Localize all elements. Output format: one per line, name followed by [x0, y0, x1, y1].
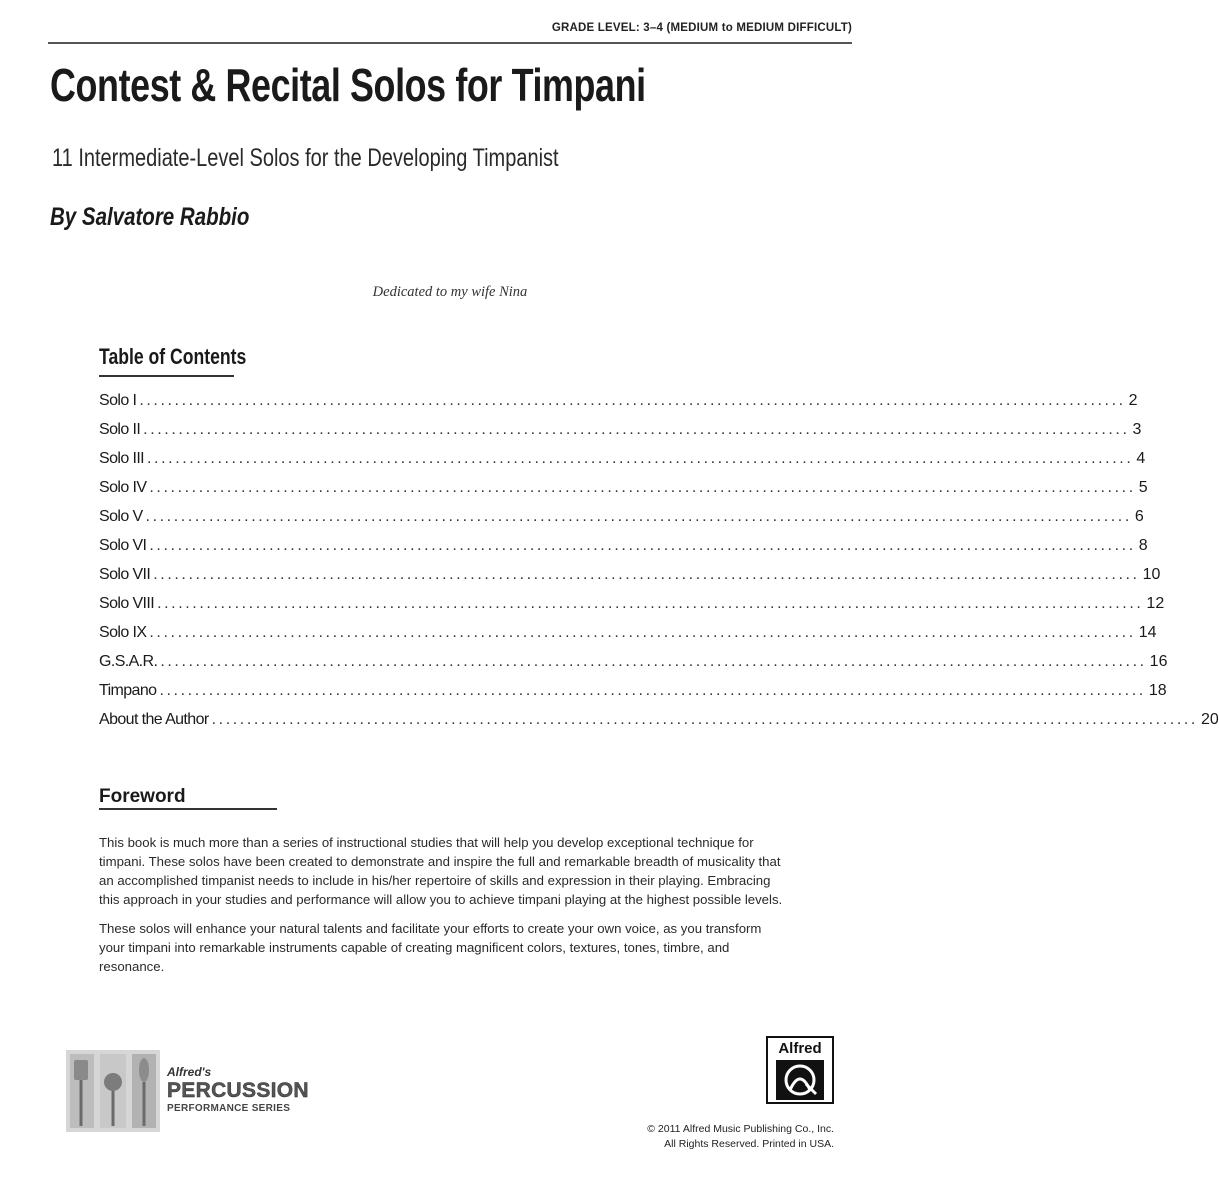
foreword-body: [99, 833, 789, 986]
toc-entry: [99, 537, 1148, 566]
toc-entry: [99, 421, 1142, 450]
toc-leader-dots: ............................................................................................................................................: [139, 392, 1126, 409]
toc-heading-underline: [99, 375, 234, 377]
toc-entry-page: 3: [1132, 421, 1142, 438]
percussion-mallets-icon: [64, 1046, 164, 1136]
toc-entry-page: 10: [1142, 566, 1161, 583]
toc-entry: [99, 392, 1138, 421]
copyright-notice: [647, 1122, 834, 1152]
toc-leader-dots: ............................................................................................................................................: [160, 653, 1147, 670]
rights-line: All Rights Reserved. Printed in USA.: [664, 1138, 834, 1150]
toc-entry-page: 14: [1138, 624, 1157, 641]
foreword-paragraph: This book is much more than a series of instructional studies that will help you develop exceptional technique for timpani. These solos have been created to demonstrate and inspire the full and remarkable breadth of musicality that an accomplished timpanist needs to include in his/her repertoire of skills and expression in their playing. Embracing this approach in your studies and performance will allow you to achieve timpani playing at the highest possible levels.: [99, 835, 783, 907]
toc-leader-dots: ............................................................................................................................................: [159, 682, 1146, 699]
toc-leader-dots: ............................................................................................................................................: [143, 421, 1130, 438]
grade-level: GRADE LEVEL: 3–4 (MEDIUM to MEDIUM DIFFICULT): [551, 22, 852, 34]
toc-entry: [99, 595, 1165, 624]
toc-leader-dots: ............................................................................................................................................: [211, 711, 1198, 728]
series-subtitle: PERFORMANCE SERIES: [167, 1103, 291, 1114]
toc-entry-label: Solo VII: [99, 566, 151, 583]
series-name: PERCUSSION: [167, 1079, 309, 1102]
toc-entry: [99, 508, 1144, 537]
book-subtitle: 11 Intermediate-Level Solos for the Developing Timpanist: [52, 144, 559, 172]
toc-entry-page: 8: [1138, 537, 1148, 554]
toc-heading: Table of Contents: [99, 344, 247, 369]
toc-entry-page: 20: [1200, 711, 1219, 728]
alfred-publisher-logo: [766, 1036, 834, 1104]
toc-entry-label: About the Author: [99, 711, 209, 728]
toc-entry-label: Timpano: [99, 682, 157, 699]
toc-entry: [99, 682, 1167, 711]
toc-entry: [99, 624, 1157, 653]
toc-leader-dots: ............................................................................................................................................: [147, 450, 1134, 467]
toc-entry: [99, 566, 1161, 595]
toc-entry-label: Solo VI: [99, 537, 147, 554]
foreword-heading-underline: [99, 808, 277, 810]
toc-entry-label: Solo IV: [99, 479, 147, 496]
toc-entry-page: 5: [1138, 479, 1148, 496]
toc-entry-page: 16: [1149, 653, 1168, 670]
alfred-emblem-icon: [776, 1060, 824, 1100]
toc-entry-page: 6: [1134, 508, 1144, 525]
toc-entry-label: Solo III: [99, 450, 145, 467]
copyright-line: © 2011 Alfred Music Publishing Co., Inc.: [647, 1123, 834, 1135]
toc-leader-dots: ............................................................................................................................................: [157, 595, 1144, 612]
series-text: [167, 1066, 309, 1114]
toc-leader-dots: ............................................................................................................................................: [149, 479, 1136, 496]
toc-entry: [99, 711, 1219, 740]
toc-entry-label: Solo IX: [99, 624, 147, 641]
toc-leader-dots: ............................................................................................................................................: [149, 624, 1136, 641]
toc-entry: [99, 450, 1146, 479]
toc-entry: [99, 479, 1148, 508]
header-rule: [48, 42, 852, 44]
toc-leader-dots: ............................................................................................................................................: [149, 537, 1136, 554]
toc-entry-page: 12: [1146, 595, 1165, 612]
foreword-paragraph: These solos will enhance your natural talents and facilitate your efforts to create your own voice, as you transform your timpani into remarkable instruments capable of creating magnificent colors, textures, tones, timbre, and resonance.: [99, 921, 762, 974]
publisher-name: Alfred: [778, 1040, 822, 1057]
book-title: Contest & Recital Solos for Timpani: [50, 59, 646, 111]
table-of-contents: [99, 392, 1219, 740]
dedication: Dedicated to my wife Nina: [372, 284, 528, 300]
toc-entry-label: Solo II: [99, 421, 141, 438]
toc-entry: [99, 653, 1168, 682]
toc-leader-dots: ............................................................................................................................................: [153, 566, 1140, 583]
book-author: By Salvatore Rabbio: [50, 203, 250, 231]
percussion-series-logo: [64, 1046, 334, 1136]
toc-entry-label: Solo VIII: [99, 595, 155, 612]
toc-entry-label: Solo I: [99, 392, 137, 409]
toc-leader-dots: ............................................................................................................................................: [145, 508, 1132, 525]
toc-entry-label: G.S.A.R.: [99, 653, 158, 670]
toc-entry-label: Solo V: [99, 508, 143, 525]
series-brand: Alfred's: [167, 1065, 212, 1079]
toc-entry-page: 4: [1136, 450, 1146, 467]
toc-entry-page: 2: [1128, 392, 1138, 409]
toc-entry-page: 18: [1148, 682, 1167, 699]
foreword-heading: Foreword: [99, 786, 186, 807]
